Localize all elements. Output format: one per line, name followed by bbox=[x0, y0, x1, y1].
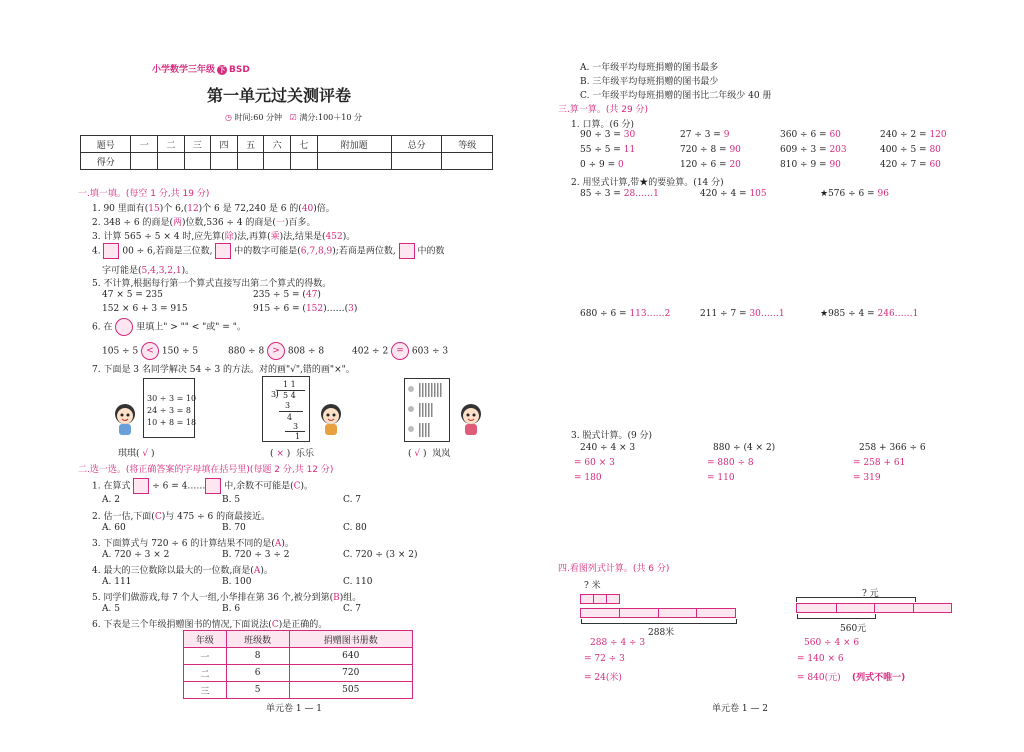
footer-left: 单元卷 1 — 1 bbox=[266, 704, 323, 714]
q5-r2b: 915 ÷ 6 = (152)……(3) bbox=[253, 304, 358, 314]
diagram-1-question: ? 米 bbox=[584, 581, 601, 591]
s1-q3: 3. 计算 565 ÷ 5 × 4 时,应先算(除)法,再算(乘)法,结果是(452)。 bbox=[92, 232, 356, 242]
s1-q4: 4. 00 ÷ 6,若商是三位数, 中的数字可能是(6,7,8,9);若商是两位数, 中的数 bbox=[92, 243, 444, 259]
step-calc-line: 240 ÷ 4 × 3 bbox=[580, 443, 636, 453]
step-calc-line: = 880 ÷ 8 bbox=[707, 458, 754, 468]
d2-line1: 560 ÷ 4 × 6 bbox=[804, 638, 860, 648]
q5-r1b: 235 ÷ 5 = (47) bbox=[253, 290, 321, 300]
blank-box bbox=[215, 243, 231, 259]
section-3-title: 三.算一算。(共 29 分) bbox=[558, 105, 649, 115]
option: A. 2 bbox=[102, 495, 120, 505]
s1-q1: 1. 90 里面有(15)个 6,(12)个 6 是 72,240 是 6 的(40)倍。 bbox=[92, 204, 335, 214]
q6-e3: 402 ÷ 2 = 603 ÷ 3 bbox=[352, 342, 448, 360]
diagram-2-question: ? 元 bbox=[862, 589, 879, 599]
method-2-box: 1 1 3 ) 5 4 3 4 3 1 bbox=[262, 376, 310, 442]
oral-calc-item: 0 ÷ 9 = 0 bbox=[580, 160, 624, 170]
oral-calc-item: 27 ÷ 3 = 9 bbox=[680, 130, 730, 140]
oral-calc-item: 55 ÷ 5 = 11 bbox=[580, 145, 636, 155]
score-header-cell: 四 bbox=[211, 136, 238, 153]
score-header-cell: 六 bbox=[264, 136, 291, 153]
s1-q2: 2. 348 ÷ 6 的商是(两)位数,536 ÷ 4 的商是(一)百多。 bbox=[92, 218, 316, 228]
option: C. 7 bbox=[343, 604, 362, 614]
q5-r2a: 152 × 6 + 3 = 915 bbox=[102, 304, 188, 314]
oral-calc-item: 240 ÷ 2 = 120 bbox=[880, 130, 947, 140]
diagram-2-top-brace bbox=[796, 597, 916, 602]
vertical-calc-item: ★576 ÷ 6 = 96 bbox=[820, 189, 889, 199]
option: B. 70 bbox=[222, 523, 246, 533]
q6-e2: 880 ÷ 8 > 808 ÷ 8 bbox=[228, 342, 324, 360]
option: C. 7 bbox=[343, 495, 362, 505]
oral-calc-item: 400 ÷ 5 = 80 bbox=[880, 145, 941, 155]
exam-info: ◷ 时间:60 分钟 ☑ 满分:100＋10 分 bbox=[225, 113, 362, 122]
s3-p2-title: 2. 用竖式计算,带★的要验算。(14 分) bbox=[571, 178, 724, 188]
option: A. 60 bbox=[102, 523, 126, 533]
boy-icon bbox=[318, 402, 344, 436]
option: B. 100 bbox=[222, 577, 252, 587]
s3-p1-title: 1. 口算。(6 分) bbox=[571, 120, 635, 130]
d1-line1: 288 ÷ 4 ÷ 3 bbox=[590, 638, 646, 648]
section-4-title: 四.看图列式计算。(共 6 分) bbox=[558, 564, 670, 574]
blank-box bbox=[103, 243, 119, 259]
option: A. 720 ÷ 3 × 2 bbox=[102, 550, 170, 560]
score-header-cell: 题号 bbox=[81, 136, 131, 153]
vertical-calc-item: 420 ÷ 4 = 105 bbox=[700, 189, 767, 199]
s2-q2: 2. 估一估,下面(C)与 475 ÷ 6 的商最接近。 bbox=[92, 512, 271, 522]
s1-q7: 7. 下面是 3 名同学解决 54 ÷ 3 的方法。对的画"√",错的画"×"。 bbox=[92, 365, 355, 375]
oral-calc-item: 720 ÷ 8 = 90 bbox=[680, 145, 741, 155]
oral-calc-item: 609 ÷ 3 = 203 bbox=[780, 145, 847, 155]
blank-box bbox=[399, 243, 415, 259]
diagram-1-big-bar bbox=[580, 608, 736, 618]
series-label: 小学数学三年级 下 BSD bbox=[152, 65, 250, 75]
s1-q4-cont: 字可能是(5,4,3,2,1)。 bbox=[102, 266, 195, 276]
option: A. 111 bbox=[102, 577, 132, 587]
step-calc-line: = 319 bbox=[853, 473, 881, 483]
girl-icon bbox=[458, 402, 484, 436]
section-1-title: 一.填一填。(每空 1 分,共 19 分) bbox=[78, 189, 210, 199]
oral-calc-item: 90 ÷ 3 = 30 bbox=[580, 130, 636, 140]
oral-calc-item: 360 ÷ 6 = 60 bbox=[780, 130, 841, 140]
step-calc-line: 880 ÷ (4 × 2) bbox=[713, 443, 776, 453]
page-title: 第一单元过关测评卷 bbox=[207, 86, 352, 105]
q5-r1a: 47 × 5 = 235 bbox=[102, 290, 163, 300]
diagram-1-brace bbox=[581, 619, 737, 624]
score-header-cell: 一 bbox=[131, 136, 158, 153]
vertical-calc-item: 211 ÷ 7 = 30……1 bbox=[700, 309, 785, 319]
option: C. 720 ÷ (3 × 2) bbox=[343, 550, 418, 560]
oral-calc-item: 420 ÷ 7 = 60 bbox=[880, 160, 941, 170]
vertical-calc-item: 85 ÷ 3 = 28……1 bbox=[580, 189, 659, 199]
q7-answer-2: ( × ) 乐乐 bbox=[270, 449, 315, 459]
option: C. 一年级平均每班捐赠的图书比二年级少 40 册 bbox=[580, 91, 772, 101]
q7-answer-1: 琪琪( √ ) bbox=[118, 449, 155, 459]
d2-note: (列式不唯一) bbox=[852, 673, 906, 683]
s2-q6: 6. 下表是三个年级捐赠图书的情况,下面说法(C)是正确的。 bbox=[92, 620, 328, 630]
s2-q3: 3. 下面算式与 720 ÷ 6 的计算结果不同的是(A)。 bbox=[92, 539, 294, 549]
score-header-cell: 七 bbox=[290, 136, 317, 153]
method-1-box: 30 ÷ 3 = 10 24 ÷ 3 = 8 10 + 8 = 18 bbox=[143, 378, 195, 438]
step-calc-line: = 60 × 3 bbox=[574, 458, 615, 468]
score-header-cell: 三 bbox=[184, 136, 211, 153]
footer-right: 单元卷 1 — 2 bbox=[712, 704, 769, 714]
vertical-calc-item: ★985 ÷ 4 = 246……1 bbox=[820, 309, 919, 319]
diagram-1-small-bar bbox=[580, 594, 620, 604]
diagram-2-total: 560元 bbox=[840, 624, 867, 634]
s1-q5: 5. 不计算,根据每行第一个算式直接写出第二个算式的得数。 bbox=[92, 279, 332, 289]
diagram-2-bottom-brace bbox=[797, 614, 876, 619]
option: B. 5 bbox=[222, 495, 241, 505]
oral-calc-item: 120 ÷ 6 = 20 bbox=[680, 160, 741, 170]
option: C. 80 bbox=[343, 523, 367, 533]
option: B. 三年级平均每班捐赠的图书最少 bbox=[580, 77, 719, 87]
d1-line2: = 72 ÷ 3 bbox=[584, 654, 625, 664]
section-2-title: 二.选一选。(将正确答案的字母填在括号里)(每题 2 分,共 12 分) bbox=[78, 465, 334, 475]
step-calc-line: 258 + 366 ÷ 6 bbox=[859, 443, 926, 453]
option: C. 110 bbox=[343, 577, 373, 587]
score-header-cell: 等级 bbox=[442, 136, 493, 153]
s3-p3-title: 3. 脱式计算。(9 分) bbox=[571, 431, 653, 441]
q6-e1: 105 ÷ 5 < 150 ÷ 5 bbox=[102, 342, 198, 360]
vertical-calc-item: 680 ÷ 6 = 113……2 bbox=[580, 309, 671, 319]
score-header-cell: 总分 bbox=[391, 136, 441, 153]
book-donation-table: 年级 班级数 捐赠图书册数 一 8 640 二 6 720 三 5 505 bbox=[183, 630, 413, 699]
girl-icon bbox=[112, 402, 138, 436]
diagram-2-bar bbox=[796, 603, 952, 613]
score-header-cell: 二 bbox=[158, 136, 185, 153]
d1-line3: = 24(米) bbox=[584, 673, 622, 683]
step-calc-line: = 110 bbox=[707, 473, 735, 483]
option: B. 6 bbox=[222, 604, 241, 614]
counting-rods-icon bbox=[404, 378, 450, 442]
diagram-1-total: 288米 bbox=[648, 628, 675, 638]
option: A. 一年级平均每班捐赠的图书最多 bbox=[580, 63, 719, 73]
step-calc-line: = 180 bbox=[574, 473, 602, 483]
oral-calc-item: 810 ÷ 9 = 90 bbox=[780, 160, 841, 170]
step-calc-line: = 258 + 61 bbox=[853, 458, 906, 468]
d2-line2: = 140 × 6 bbox=[797, 654, 844, 664]
q7-answer-3: ( √ ) 岚岚 bbox=[408, 449, 451, 459]
score-table: 题号 一 二 三 四 五 六 七 附加题 总分 等级 得分 bbox=[80, 135, 493, 170]
score-header-cell: 附加题 bbox=[317, 136, 391, 153]
blank-circle bbox=[115, 318, 133, 336]
s1-q6: 6. 在 里填上" > "" < "或" = "。 bbox=[92, 318, 246, 336]
option: B. 720 ÷ 3 ÷ 2 bbox=[222, 550, 290, 560]
s2-q5: 5. 同学们做游戏,每 7 个人一组,小华排在第 36 个,被分到第(B)组。 bbox=[92, 593, 362, 603]
option: A. 5 bbox=[102, 604, 120, 614]
d2-line3: = 840(元) bbox=[797, 673, 841, 683]
s2-q4: 4. 最大的三位数除以最大的一位数,商是(A)。 bbox=[92, 566, 273, 576]
score-header-cell: 五 bbox=[237, 136, 264, 153]
s2-q1: 1. 在算式 ÷ 6 = 4…… 中,余数不可能是(C)。 bbox=[92, 478, 313, 494]
